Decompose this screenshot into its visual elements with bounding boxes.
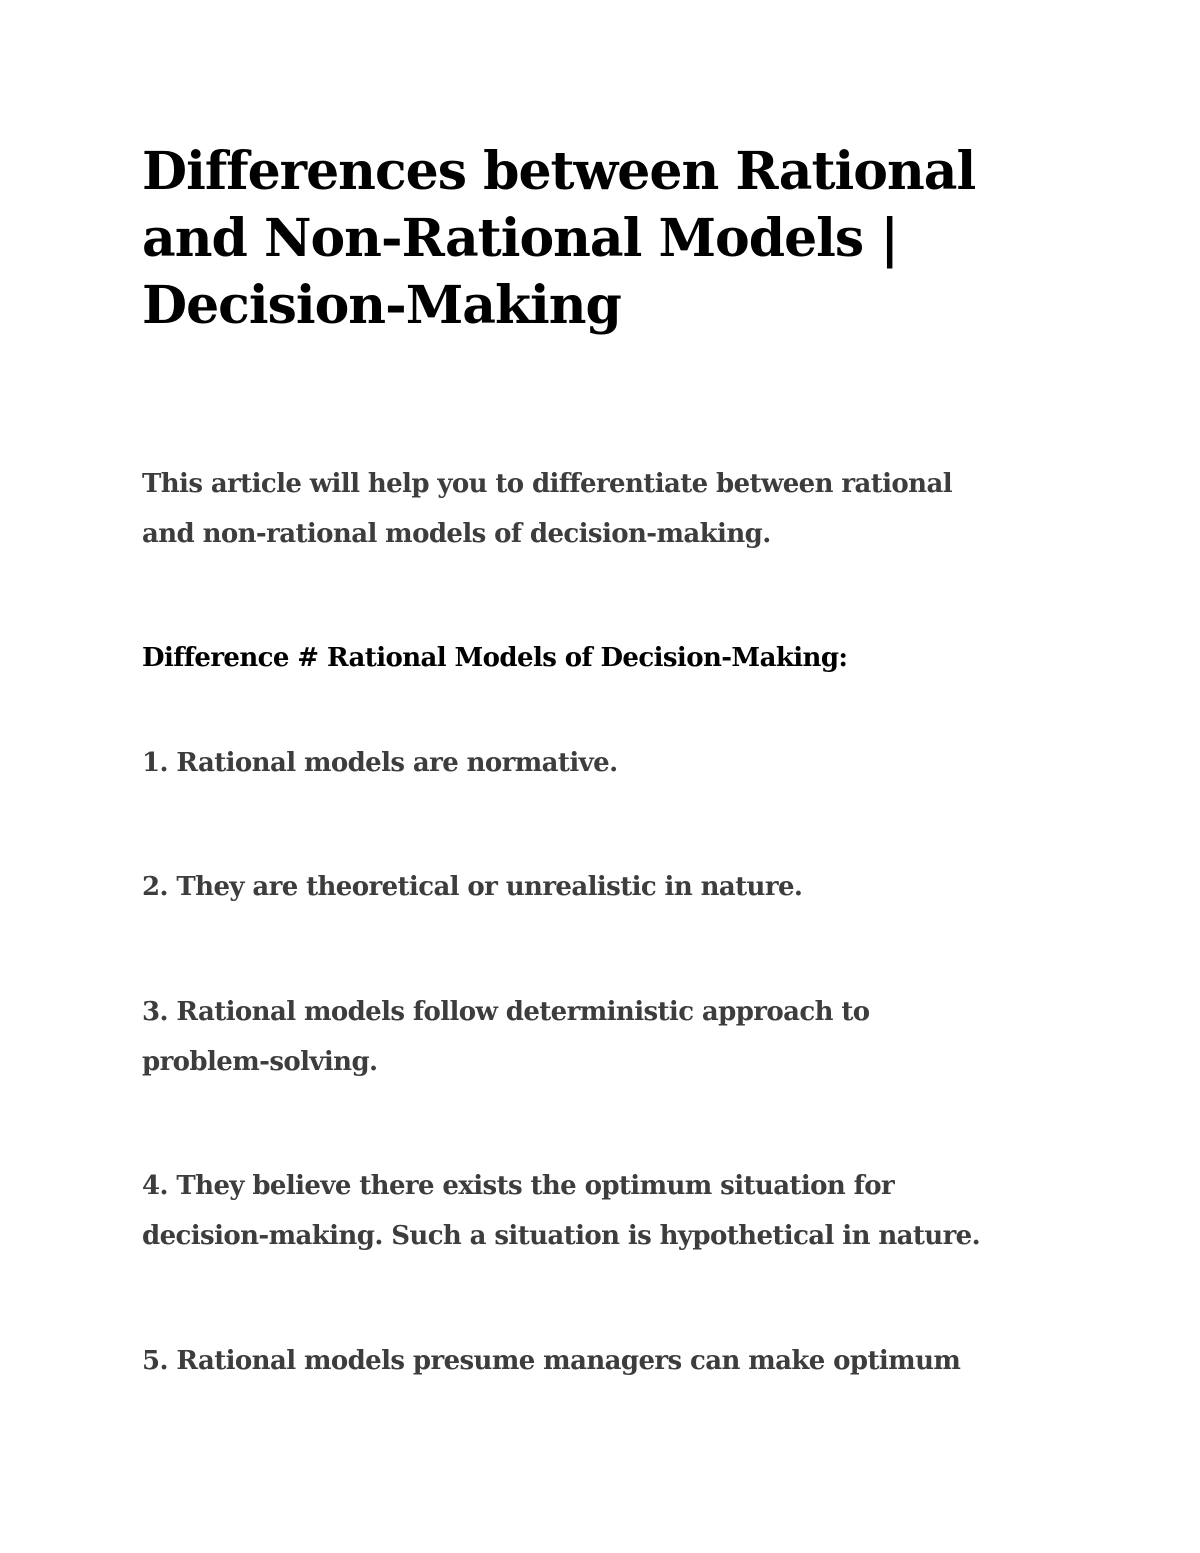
section-subheading — [142, 633, 847, 683]
list-item-line: decision-making. Such a situation is hypothetical in nature. — [142, 1221, 981, 1251]
title-line: Differences between Rational — [142, 141, 976, 202]
list-item-line: 3. Rational models follow deterministic approach to — [142, 997, 870, 1027]
list-item-line: 1. Rational models are normative. — [142, 748, 618, 778]
intro-line: and non-rational models of decision-making. — [142, 519, 771, 549]
title-line: and Non-Rational Models | — [142, 208, 899, 269]
subheading-text: Difference # Rational Models of Decision-Making: — [142, 643, 848, 673]
list-item — [142, 1336, 960, 1386]
list-item-line: 2. They are theoretical or unrealistic in nature. — [142, 872, 803, 902]
list-item — [142, 987, 870, 1087]
title-line: Decision-Making — [142, 275, 621, 336]
page-title — [142, 138, 1042, 339]
list-item — [142, 1161, 980, 1261]
list-item-line: 4. They believe there exists the optimum situation for — [142, 1171, 895, 1201]
list-item-line: problem-solving. — [142, 1047, 378, 1077]
intro-paragraph — [142, 459, 952, 559]
list-item — [142, 738, 618, 788]
intro-line: This article will help you to differentiate between rational — [142, 469, 952, 499]
list-item-line: 5. Rational models presume managers can make optimum — [142, 1346, 961, 1376]
list-item — [142, 862, 802, 912]
